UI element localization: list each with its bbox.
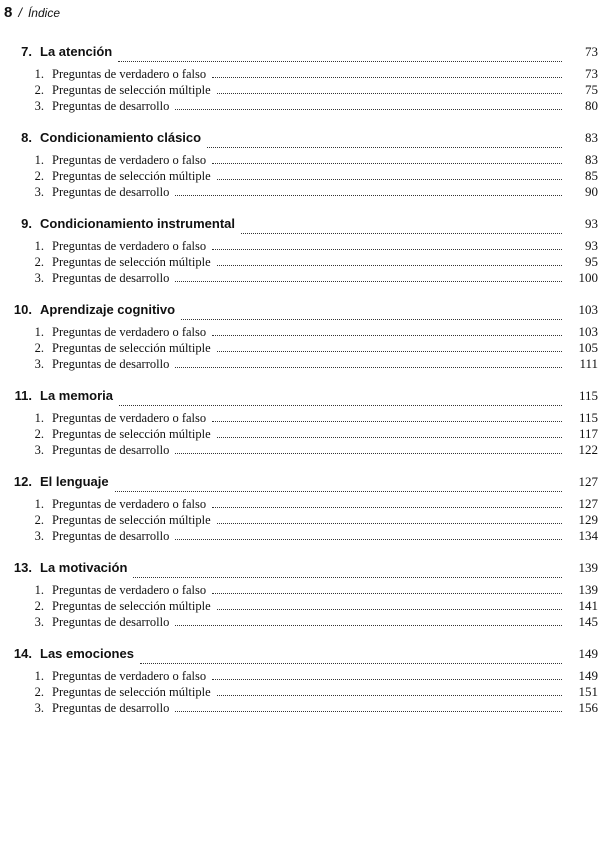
subsection-page: 85: [585, 168, 598, 183]
subsection-page: 127: [578, 496, 598, 511]
chapter-page: 115: [578, 388, 598, 403]
dot-leader: [212, 76, 562, 78]
subsection-number: 2.: [34, 427, 44, 441]
subsection-number: 1.: [34, 669, 44, 683]
subsection-number: 1.: [34, 67, 44, 81]
dot-leader: [217, 92, 562, 94]
subsection-title: Preguntas de verdadero o falso: [52, 583, 207, 597]
chapter-page: 73: [585, 44, 598, 59]
subsection-number: 3.: [34, 443, 44, 457]
subsection-title: Preguntas de selección múltiple: [52, 169, 211, 183]
subsection-entry[interactable]: [8, 512, 598, 528]
chapter-page: 103: [578, 302, 598, 317]
subsection-title: Preguntas de desarrollo: [52, 615, 170, 629]
subsection-entry[interactable]: [8, 238, 598, 254]
subsection-page: 141: [578, 598, 598, 613]
subsection-entry[interactable]: [8, 98, 598, 114]
subsection-number: 1.: [34, 239, 44, 253]
subsection-number: 1.: [34, 411, 44, 425]
chapter-title: El lenguaje: [40, 474, 109, 489]
chapter-page: 93: [585, 216, 598, 231]
dot-leader: [212, 678, 562, 680]
chapter-number: 7.: [21, 44, 32, 59]
chapter-number: 11.: [14, 388, 32, 403]
subsection-page: 83: [585, 152, 598, 167]
dot-leader: [118, 60, 562, 62]
chapter-page: 127: [578, 474, 598, 489]
subsection-number: 3.: [34, 701, 44, 715]
subsection-number: 2.: [34, 513, 44, 527]
subsection-page: 149: [578, 668, 598, 683]
dot-leader: [175, 194, 562, 196]
chapter-number: 9.: [21, 216, 32, 231]
subsection-title: Preguntas de verdadero o falso: [52, 67, 207, 81]
dot-leader: [217, 608, 562, 610]
subsection-title: Preguntas de verdadero o falso: [52, 411, 207, 425]
subsection-entry[interactable]: [8, 270, 598, 286]
dot-leader: [212, 248, 562, 250]
subsection-title: Preguntas de verdadero o falso: [52, 497, 207, 511]
subsection-page: 122: [578, 442, 598, 457]
subsection-page: 73: [585, 66, 598, 81]
subsection-entry[interactable]: [8, 184, 598, 200]
dot-leader: [181, 318, 562, 320]
subsection-title: Preguntas de desarrollo: [52, 99, 170, 113]
subsection-title: Preguntas de desarrollo: [52, 271, 170, 285]
subsection-title: Preguntas de selección múltiple: [52, 83, 211, 97]
subsection-title: Preguntas de selección múltiple: [52, 427, 211, 441]
subsection-page: 115: [578, 410, 598, 425]
subsection-number: 3.: [34, 99, 44, 113]
chapter-number: 10.: [13, 302, 32, 317]
subsection-page: 111: [579, 356, 598, 371]
chapter-entry[interactable]: [8, 646, 598, 668]
subsection-entry[interactable]: [8, 152, 598, 168]
subsection-entry[interactable]: [8, 582, 598, 598]
subsection-number: 3.: [34, 615, 44, 629]
dot-leader: [212, 420, 562, 422]
subsection-entry[interactable]: [8, 168, 598, 184]
dot-leader: [175, 366, 562, 368]
subsection-title: Preguntas de selección múltiple: [52, 599, 211, 613]
dot-leader: [119, 404, 562, 406]
subsection-title: Preguntas de selección múltiple: [52, 513, 211, 527]
subsection-page: 100: [578, 270, 598, 285]
subsection-entry[interactable]: [8, 528, 598, 544]
subsection-title: Preguntas de selección múltiple: [52, 341, 211, 355]
subsection-entry[interactable]: [8, 410, 598, 426]
dot-leader: [212, 334, 562, 336]
table-of-contents: [8, 44, 598, 732]
toc-chapter: [8, 44, 598, 114]
subsection-number: 2.: [34, 685, 44, 699]
subsection-entry[interactable]: [8, 340, 598, 356]
chapter-title: La motivación: [40, 560, 128, 575]
toc-chapter: [8, 302, 598, 372]
dot-leader: [217, 436, 562, 438]
page-header: [4, 4, 60, 24]
subsection-entry[interactable]: [8, 700, 598, 716]
subsection-page: 151: [578, 684, 598, 699]
subsection-page: 117: [578, 426, 598, 441]
subsection-title: Preguntas de desarrollo: [52, 185, 170, 199]
chapter-title: Aprendizaje cognitivo: [40, 302, 176, 317]
subsection-number: 1.: [34, 583, 44, 597]
subsection-number: 1.: [34, 325, 44, 339]
subsection-number: 1.: [34, 153, 44, 167]
subsection-number: 2.: [34, 599, 44, 613]
toc-chapter: [8, 560, 598, 630]
subsection-title: Preguntas de verdadero o falso: [52, 239, 207, 253]
subsection-page: 93: [585, 238, 598, 253]
dot-leader: [175, 624, 562, 626]
subsection-number: 2.: [34, 255, 44, 269]
subsection-number: 3.: [34, 271, 44, 285]
subsection-page: 90: [585, 184, 598, 199]
subsection-entry[interactable]: [8, 254, 598, 270]
subsection-page: 139: [578, 582, 598, 597]
chapter-title: Condicionamiento clásico: [40, 130, 202, 145]
subsection-entry[interactable]: [8, 598, 598, 614]
subsection-page: 105: [578, 340, 598, 355]
chapter-title: La atención: [40, 44, 113, 59]
dot-leader: [207, 146, 562, 148]
subsection-title: Preguntas de desarrollo: [52, 701, 170, 715]
subsection-number: 3.: [34, 185, 44, 199]
subsection-page: 80: [585, 98, 598, 113]
dot-leader: [217, 694, 562, 696]
page-number: 8: [4, 4, 13, 21]
toc-chapter: [8, 216, 598, 286]
subsection-number: 1.: [34, 497, 44, 511]
chapter-title: Condicionamiento instrumental: [40, 216, 236, 231]
subsection-title: Preguntas de desarrollo: [52, 357, 170, 371]
chapter-entry[interactable]: [8, 560, 598, 582]
chapter-entry[interactable]: [8, 474, 598, 496]
chapter-title: La memoria: [40, 388, 113, 403]
dot-leader: [175, 452, 562, 454]
subsection-title: Preguntas de selección múltiple: [52, 685, 211, 699]
section-title: Índice: [27, 6, 60, 20]
subsection-title: Preguntas de desarrollo: [52, 443, 170, 457]
subsection-entry[interactable]: [8, 324, 598, 340]
subsection-title: Preguntas de verdadero o falso: [52, 325, 207, 339]
dot-leader: [133, 576, 562, 578]
subsection-number: 3.: [34, 529, 44, 543]
subsection-number: 2.: [34, 83, 44, 97]
chapter-number: 13.: [13, 560, 32, 575]
dot-leader: [212, 506, 562, 508]
subsection-page: 103: [578, 324, 598, 339]
dot-leader: [175, 538, 562, 540]
subsection-page: 156: [578, 700, 598, 715]
subsection-entry[interactable]: [8, 614, 598, 630]
chapter-number: 12.: [13, 474, 32, 489]
dot-leader: [217, 178, 562, 180]
dot-leader: [175, 280, 562, 282]
subsection-page: 75: [585, 82, 598, 97]
dot-leader: [175, 108, 562, 110]
subsection-title: Preguntas de selección múltiple: [52, 255, 211, 269]
subsection-entry[interactable]: [8, 356, 598, 372]
chapter-number: 8.: [21, 130, 32, 145]
dot-leader: [212, 592, 562, 594]
chapter-page: 83: [585, 130, 598, 145]
chapter-entry[interactable]: [8, 44, 598, 66]
chapter-page: 139: [578, 560, 598, 575]
dot-leader: [212, 162, 562, 164]
chapter-entry[interactable]: [8, 302, 598, 324]
subsection-entry[interactable]: [8, 426, 598, 442]
subsection-number: 3.: [34, 357, 44, 371]
dot-leader: [140, 662, 562, 664]
chapter-title: Las emociones: [40, 646, 134, 661]
toc-chapter: [8, 474, 598, 544]
header-separator: /: [18, 5, 22, 20]
subsection-page: 129: [578, 512, 598, 527]
subsection-number: 2.: [34, 341, 44, 355]
chapter-number: 14.: [13, 646, 32, 661]
subsection-number: 2.: [34, 169, 44, 183]
subsection-entry[interactable]: [8, 684, 598, 700]
dot-leader: [175, 710, 562, 712]
subsection-entry[interactable]: [8, 496, 598, 512]
subsection-page: 95: [585, 254, 598, 269]
subsection-title: Preguntas de desarrollo: [52, 529, 170, 543]
subsection-entry[interactable]: [8, 668, 598, 684]
chapter-entry[interactable]: [8, 388, 598, 410]
toc-chapter: [8, 130, 598, 200]
dot-leader: [241, 232, 562, 234]
chapter-entry[interactable]: [8, 216, 598, 238]
subsection-entry[interactable]: [8, 66, 598, 82]
chapter-entry[interactable]: [8, 130, 598, 152]
dot-leader: [217, 350, 562, 352]
subsection-entry[interactable]: [8, 442, 598, 458]
subsection-entry[interactable]: [8, 82, 598, 98]
chapter-page: 149: [578, 646, 598, 661]
toc-chapter: [8, 388, 598, 458]
subsection-page: 145: [578, 614, 598, 629]
subsection-title: Preguntas de verdadero o falso: [52, 153, 207, 167]
dot-leader: [217, 264, 562, 266]
subsection-title: Preguntas de verdadero o falso: [52, 669, 207, 683]
dot-leader: [217, 522, 562, 524]
dot-leader: [115, 490, 562, 492]
subsection-page: 134: [578, 528, 598, 543]
toc-chapter: [8, 646, 598, 716]
